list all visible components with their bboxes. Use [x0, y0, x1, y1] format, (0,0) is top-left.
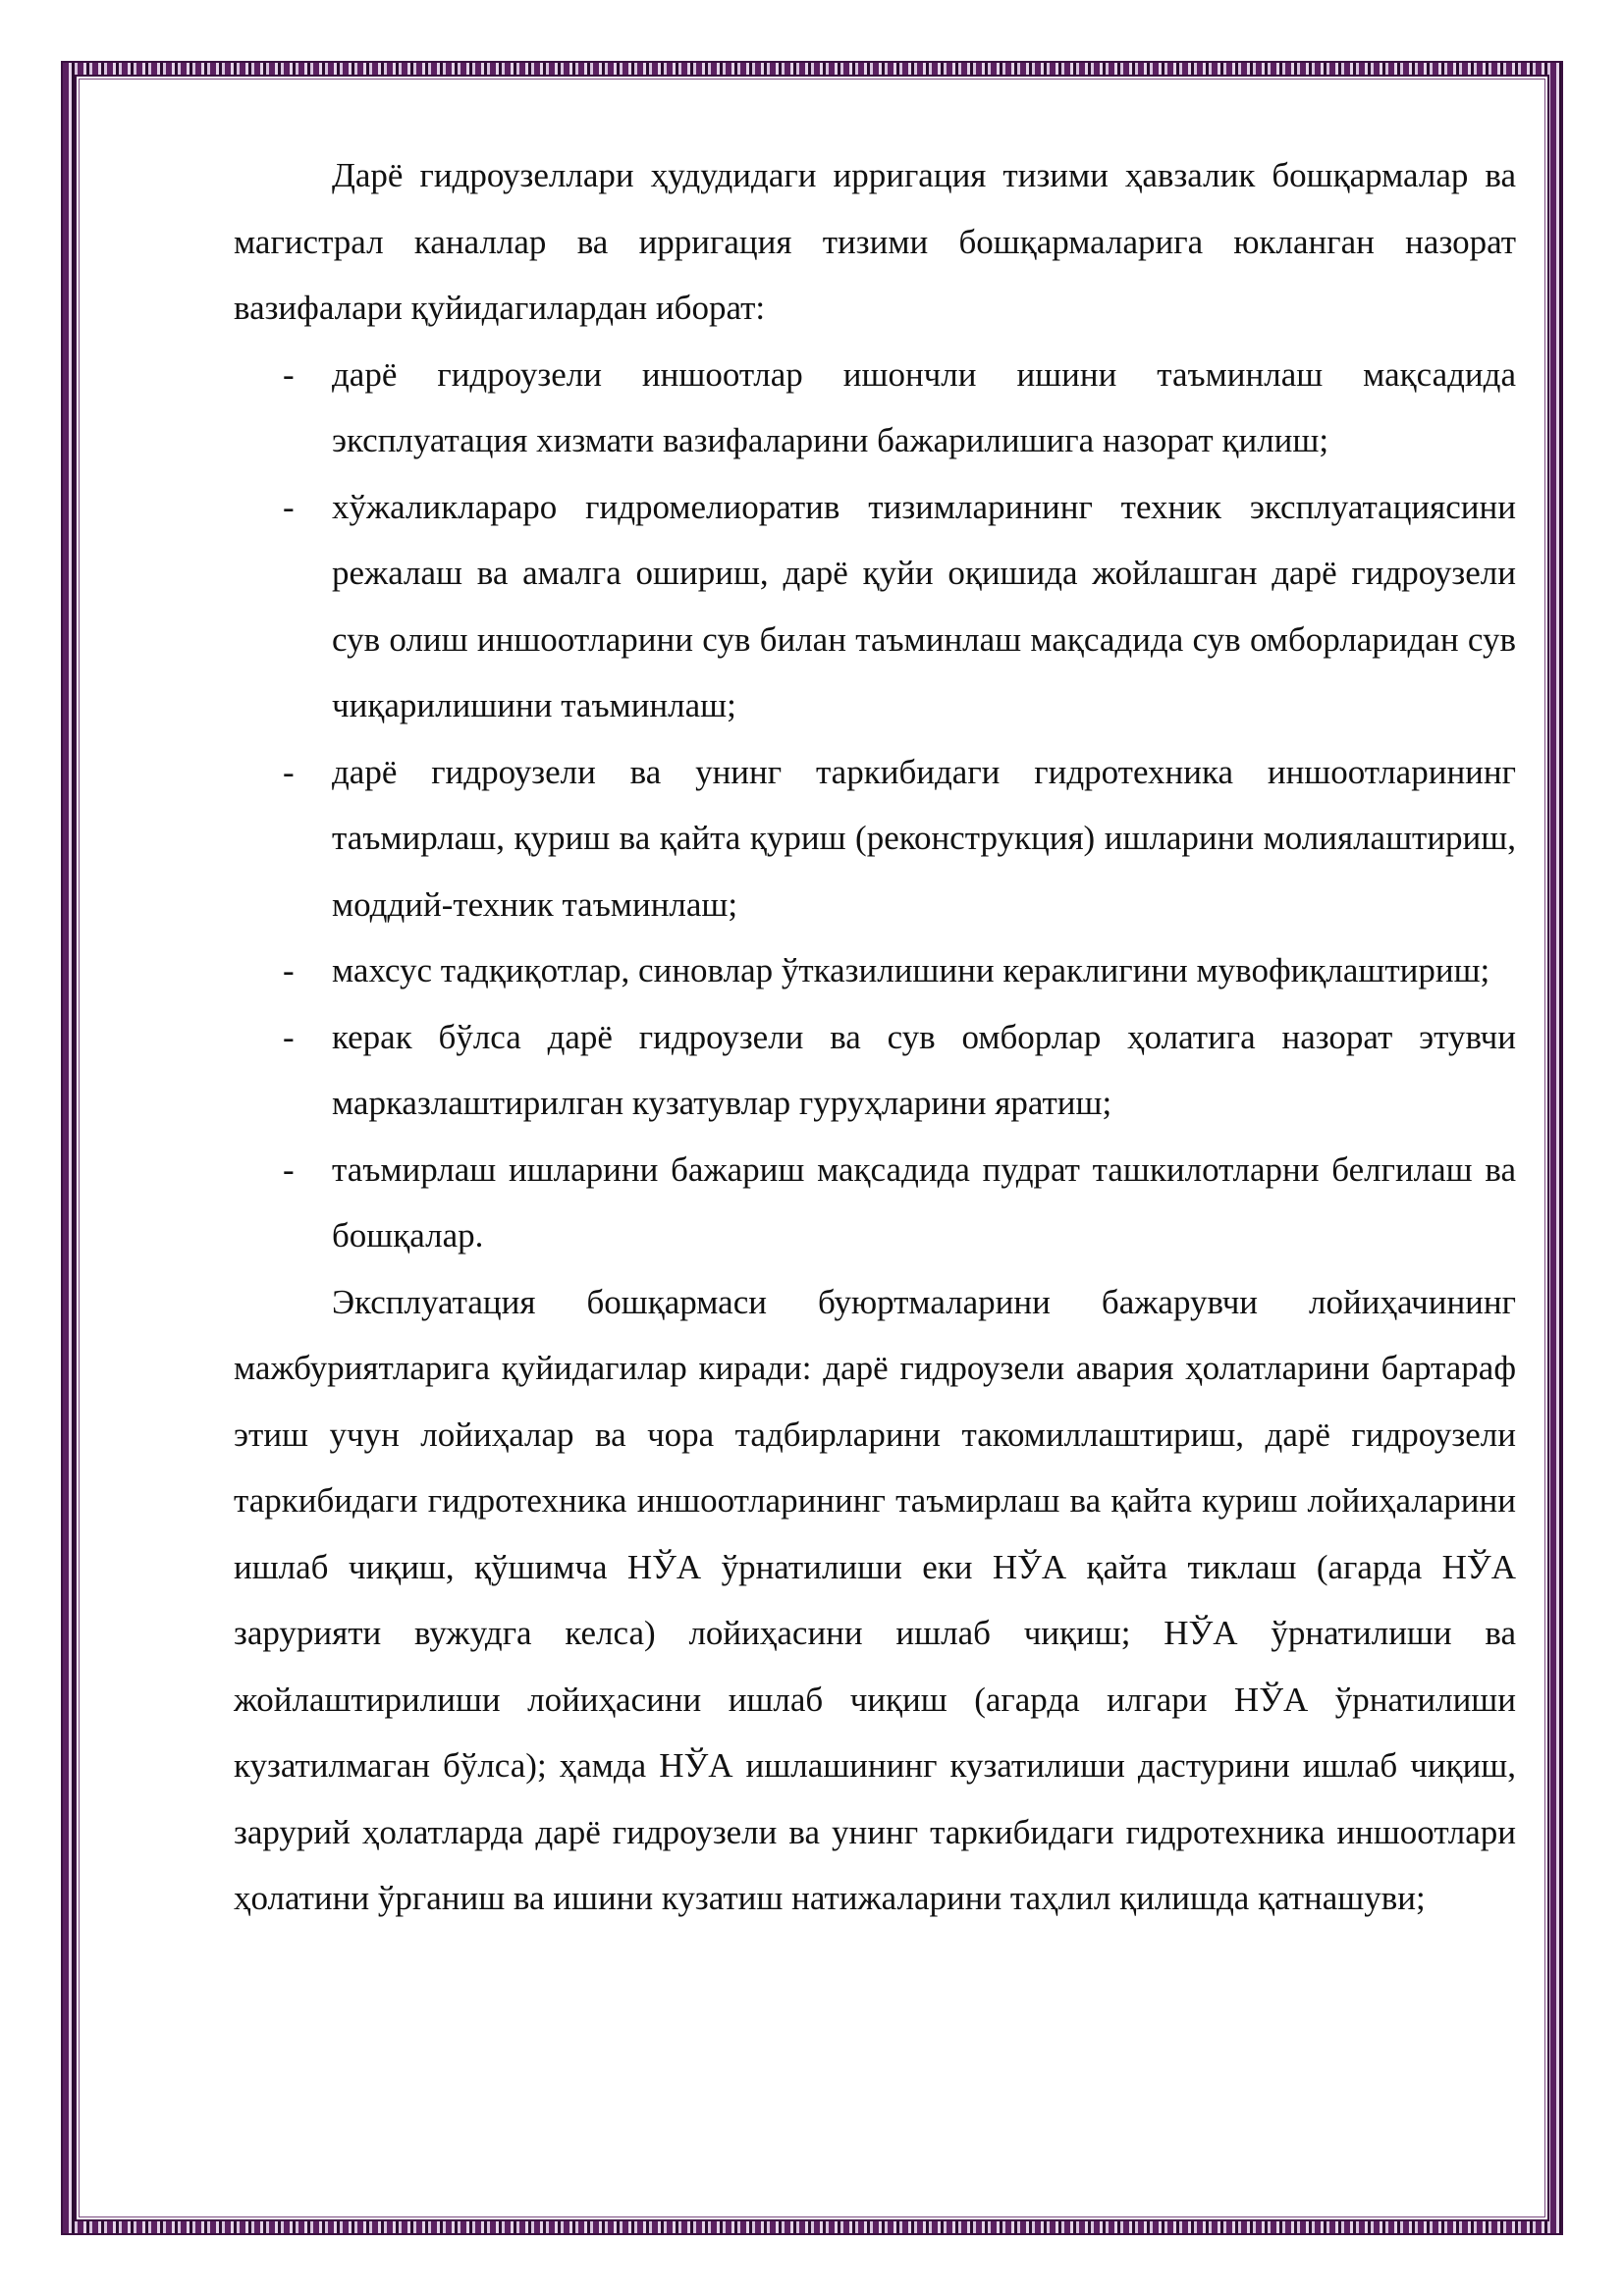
list-item — [234, 937, 1516, 1004]
list-item — [234, 1004, 1516, 1137]
list-dash: - — [283, 752, 295, 791]
list-item-text: таъмирлаш ишларини бажариш мақсадида пудрат ташкилотларни белгилаш ва бошқалар. — [332, 1149, 1516, 1255]
list-item — [234, 1137, 1516, 1269]
duties-list — [234, 342, 1516, 1269]
list-item — [234, 474, 1516, 739]
intro-paragraph: Дарё гидроузеллари ҳудудидаги ирригация тизими ҳавзалик бошқармалар ва магистрал каналлар ва ирригация тизими бошқармаларига юкланган назорат вазифалари қуйидагилардан иборат: — [234, 156, 1516, 327]
closing-paragraph: Эксплуатация бошқармаси буюртмаларини бажарувчи лойиҳачининг мажбуриятларига қуйидагилар киради: дарё гидроузели авария ҳолатларини бартараф этиш учун лойиҳалар ва чора тадбирларини такомиллаштириш, дарё гидроузели таркибидаги гидротехника иншоотларининг таъмирлаш ва қайта куриш лойиҳаларини ишлаб чиқиш, қўшимча НЎА ўрнатилиши еки НЎА қайта тиклаш (агарда НЎА зарурияти вужудга келса) лойиҳасини ишлаб чиқиш; НЎА ўрнатилиши ва жойлаштирилиши лойиҳасини ишлаб чиқиш (агарда илгари НЎА ўрнатилиши кузатилмаган бўлса); ҳамда НЎА ишлашининг кузатилиши дастурини ишлаб чиқиш, зарурий ҳолатларда дарё гидроузели ва унинг таркибидаги гидротехника иншоотлари ҳолатини ўрганиш ва ишини кузатиш натижаларини таҳлил қилишда қатнашуви; — [234, 1282, 1516, 1917]
list-item-text: хўжаликлараро гидромелиоратив тизимларининг техник эксплуатациясини режалаш ва амалга ошириш, дарё қуйи оқишида жойлашган дарё гидроузели сув олиш иншоотларини сув билан таъминлаш мақсадида сув омборларидан сув чиқарилишини таъминлаш; — [332, 487, 1516, 724]
list-item — [234, 739, 1516, 938]
list-item-text: дарё гидроузели иншоотлар ишончли ишини таъминлаш мақсадида эксплуатация хизмати вазифаларини бажарилишига назорат қилиш; — [332, 354, 1516, 459]
list-item-text: керак бўлса дарё гидроузели ва сув омборлар ҳолатига назорат этувчи марказлаштирилган кузатувлар гуруҳларини яратиш; — [332, 1017, 1516, 1122]
list-dash: - — [283, 951, 295, 989]
list-dash: - — [283, 1149, 295, 1189]
list-dash: - — [283, 487, 295, 526]
list-dash: - — [283, 354, 295, 394]
list-item-text: дарё гидроузели ва унинг таркибидаги гидротехника иншоотларининг таъмирлаш, қуриш ва қайта қуриш (реконструкция) ишларини молиялаштириш, моддий-техник таъминлаш; — [332, 752, 1516, 924]
list-item-text: махсус тадқиқотлар, синовлар ўтказилишини кераклигини мувофиқлаштириш; — [332, 951, 1490, 989]
list-item — [234, 342, 1516, 474]
document-body — [234, 142, 1516, 1932]
list-dash: - — [283, 1017, 295, 1056]
